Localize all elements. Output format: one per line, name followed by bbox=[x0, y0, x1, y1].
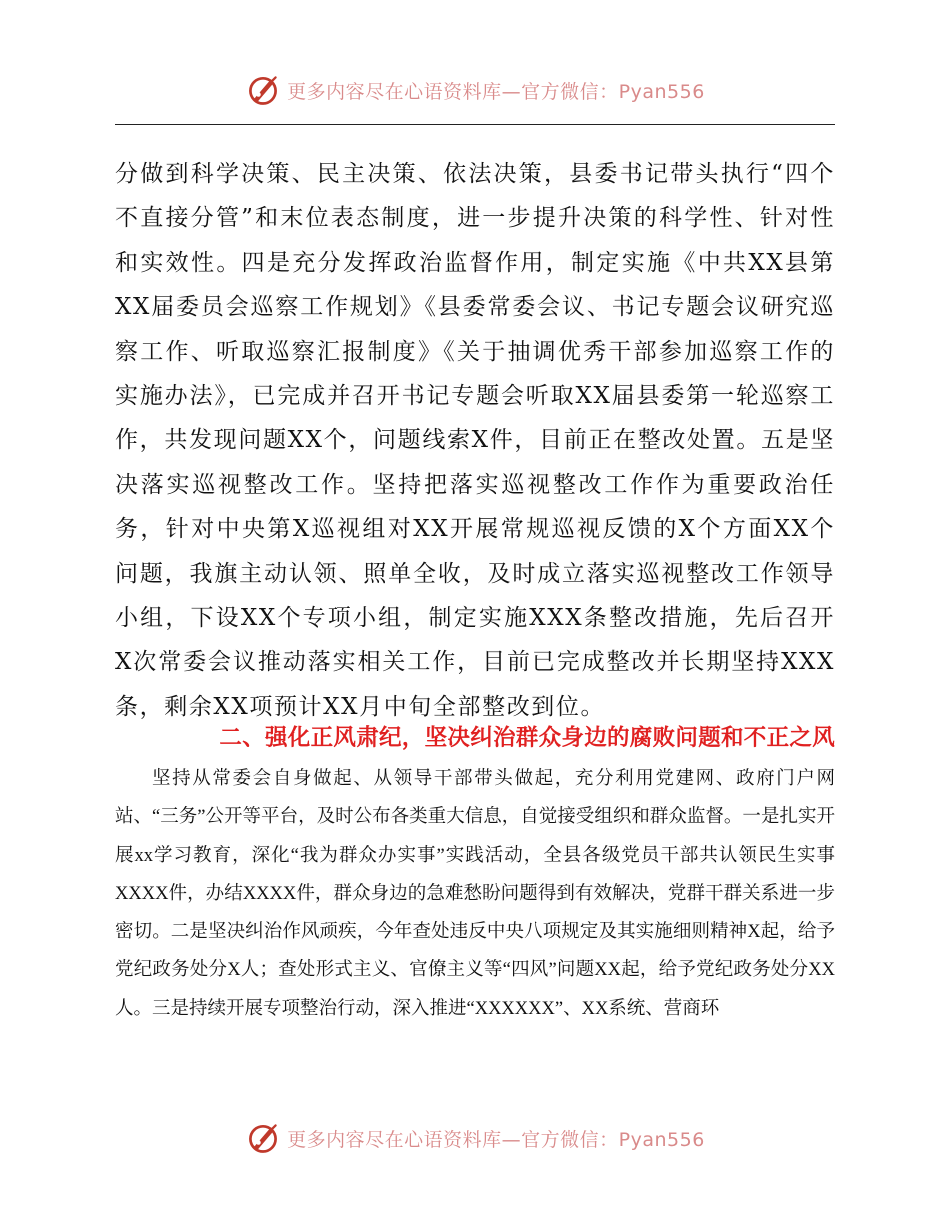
header-banner-text: 更多内容尽在心语资料库—官方微信：Pyan556 bbox=[287, 80, 705, 103]
paragraph-1: 分做到科学决策、民主决策、依法决策，县委书记带头执行“四个不直接分管”和末位表态制度，进一步提升决策的科学性、针对性和实效性。四是充分发挥政治监督作用，制定实施《中共XX县第XX届委员会巡察工作规划》《县委常委会议、书记专题会议研究巡察工作、听取巡察汇报制度》《关于抽调优秀干部参加巡察工作的实施办法》，已完成并召开书记专题会听取XX届县委第一轮巡察工作，共发现问题XX个，问题线索X件，目前正在整改处置。五是坚决落实巡视整改工作。坚持把落实巡视整改工作作为重要政治任务，针对中央第X巡视组对XX开展常规巡视反馈的X个方面XX个问题，我旗主动认领、照单全收，及时成立落实巡视整改工作领导小组，下设XX个专项小组，制定实施XXX条整改措施，先后召开X次常委会议推动落实相关工作，目前已完成整改并长期坚持XXX条，剩余XX项预计XX月中旬全部整改到位。 bbox=[115, 161, 835, 720]
paragraph-2: 坚持从常委会自身做起、从领导干部带头做起，充分利用党建网、政府门户网站、“三务”公开等平台，及时公布各类重大信息，自觉接受组织和群众监督。一是扎实开展xx学习教育，深化“我为群众办实事”实践活动，全县各级党员干部共认领民生实事XXXX件，办结XXXX件，群众身边的急难愁盼问题得到有效解决，党群干群关系进一步密切。二是坚决纠治作风顽疾，今年查处违反中央八项规定及其实施细则精神X起，给予党纪政务处分X人；查处形式主义、官僚主义等“四风”问题XX起，给予党纪政务处分XX人。三是持续开展专项整治行动，深入推进“XXXXXX”、XX系统、营商环 bbox=[115, 769, 835, 1019]
footer-banner bbox=[0, 1120, 950, 1160]
brush-logo-icon bbox=[245, 72, 281, 108]
header-divider bbox=[115, 124, 835, 125]
brush-logo-icon bbox=[245, 1120, 281, 1156]
body-section-2 bbox=[115, 760, 835, 1028]
header-banner bbox=[0, 72, 950, 112]
footer-banner-text: 更多内容尽在心语资料库—官方微信：Pyan556 bbox=[287, 1128, 705, 1151]
section-heading: 二、强化正风肃纪，坚决纠治群众身边的腐败问题和不正之风 bbox=[219, 725, 835, 751]
body-section-1 bbox=[115, 152, 835, 729]
